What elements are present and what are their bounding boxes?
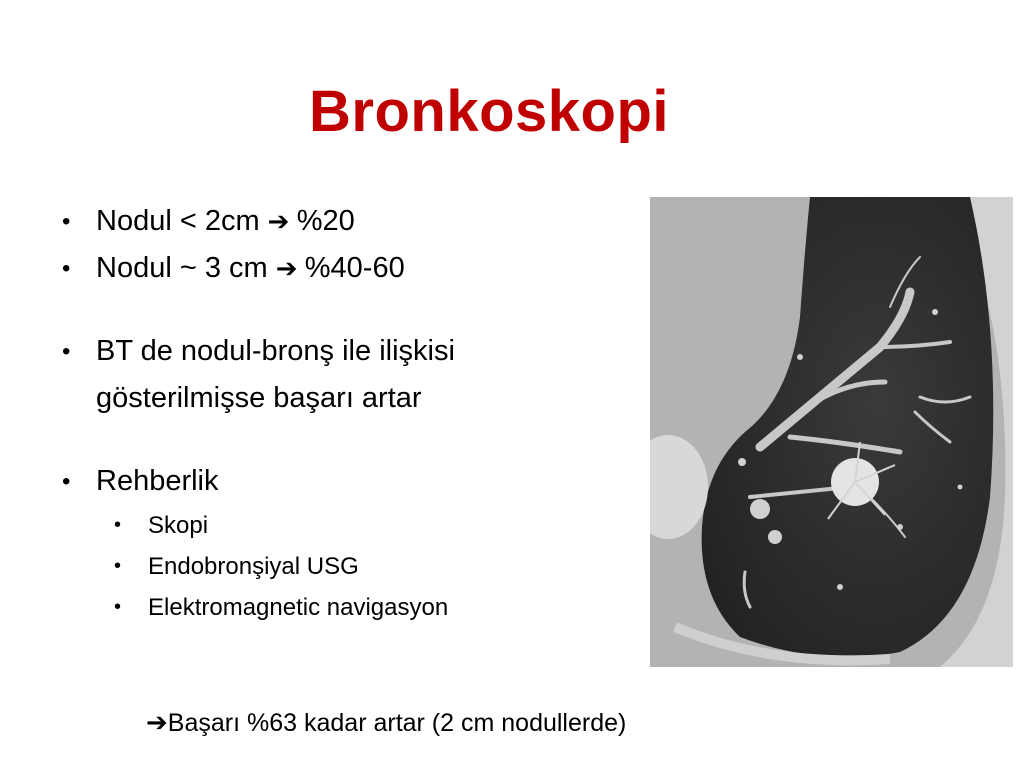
bullet-value: %20 (296, 205, 355, 237)
sub-bullet-text: Skopi (148, 512, 209, 539)
sub-bullet-ebus (62, 546, 642, 587)
bullet-text: Nodul ~ 3 cm (96, 252, 268, 284)
bullet-dot: • (62, 338, 71, 365)
bullet-text: Rehberlik (96, 465, 219, 497)
bullet-value: %40-60 (304, 252, 405, 284)
right-arrow-icon: ➔ (146, 707, 168, 737)
footer-note (146, 704, 626, 741)
right-arrow-icon: ➔ (267, 206, 297, 236)
bullet-nodule-small (62, 198, 642, 245)
ct-lung-illustration (650, 197, 1013, 667)
sub-bullet-navigation (62, 587, 642, 628)
footer-text: Başarı %63 kadar artar (2 cm nodullerde) (167, 709, 627, 737)
bullet-dot: • (62, 468, 71, 495)
sub-bullet-text: Elektromagnetic navigasyon (148, 594, 449, 621)
sub-bullet-text: Endobronşiyal USG (148, 553, 359, 580)
bullet-list (62, 198, 642, 628)
sub-bullet-dot: • (114, 514, 122, 536)
bullet-dot: • (62, 208, 71, 235)
bullet-ct-relationship (62, 328, 642, 422)
bullet-dot: • (62, 255, 71, 282)
sub-bullet-fluoroscopy (62, 505, 642, 546)
bullet-text: Nodul < 2cm (96, 205, 260, 237)
right-arrow-icon: ➔ (275, 253, 305, 283)
slide-title: Bronkoskopi (309, 79, 669, 144)
bullet-text-line2: gösterilmişse başarı artar (96, 382, 422, 414)
sub-bullet-dot: • (114, 596, 122, 618)
bullet-text-line1: BT de nodul-bronş ile ilişkisi (96, 335, 455, 367)
bullet-guidance (62, 458, 642, 505)
sub-bullet-dot: • (114, 555, 122, 577)
bullet-nodule-medium (62, 245, 642, 292)
ct-scan-image (650, 197, 1013, 667)
